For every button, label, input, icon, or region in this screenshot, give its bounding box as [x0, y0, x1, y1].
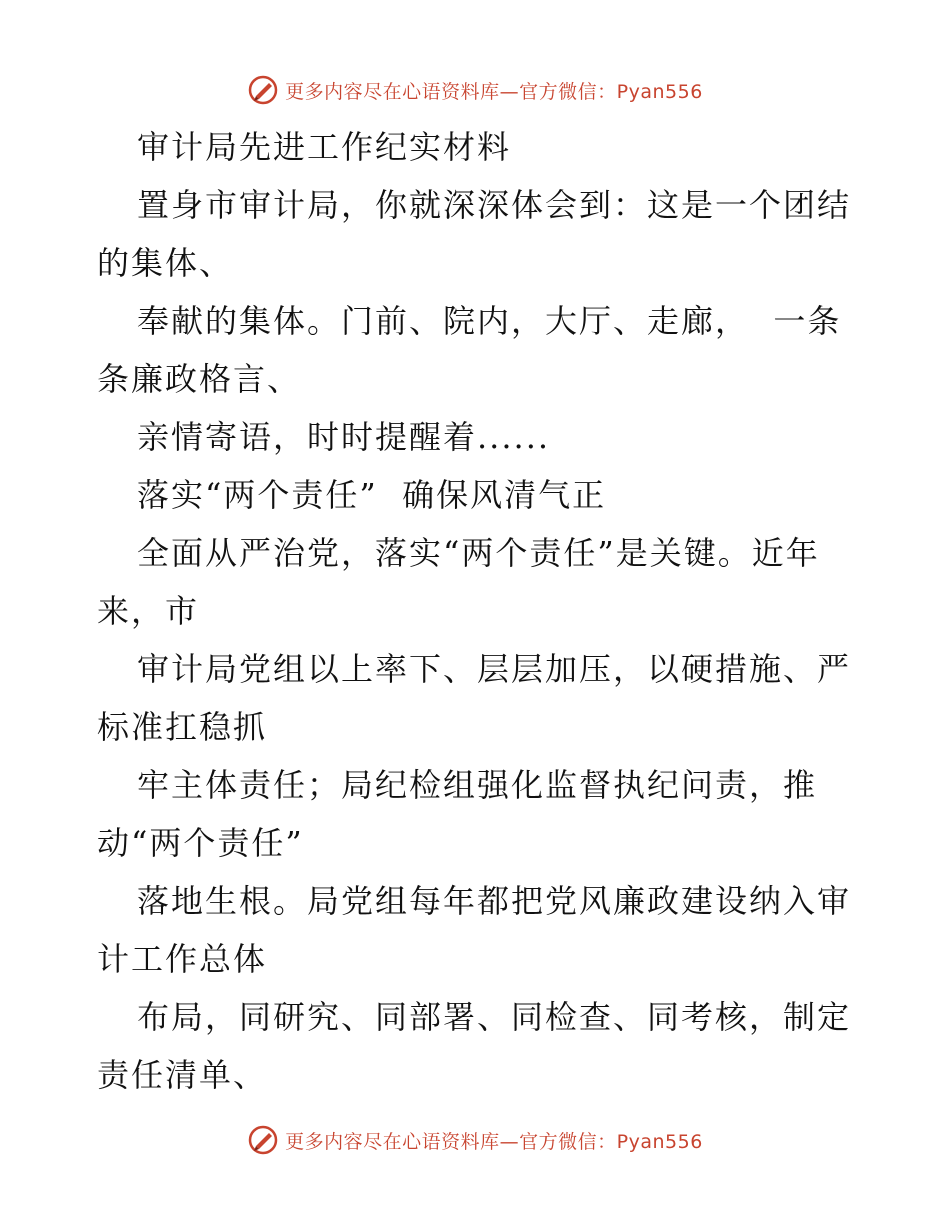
text-line: 责任清单、: [97, 1056, 268, 1094]
pen-logo-icon: [247, 1124, 279, 1156]
text-line: 审计局党组以上率下、层层加压，以硬措施、严: [137, 650, 852, 688]
watermark-text: 更多内容尽在心语资料库—官方微信：Pyan556: [285, 1130, 703, 1153]
text-line: 牢主体责任；局纪检组强化监督执纪问责，推: [137, 766, 818, 804]
bottom-watermark: [0, 1120, 950, 1160]
text-line: 动“两个责任”: [97, 824, 304, 862]
text-line: 置身市审计局，你就深深体会到：这是一个团结: [137, 186, 852, 224]
text-line: 审计局先进工作纪实材料: [137, 128, 512, 166]
top-watermark: [0, 70, 950, 110]
text-line: 的集体、: [97, 244, 234, 282]
pen-logo-icon: [247, 74, 279, 106]
text-line: 奉献的集体。门前、院内，大厅、走廊， 一条: [137, 302, 842, 340]
text-line: 落实“两个责任” 确保风清气正: [137, 476, 607, 514]
text-line: 全面从严治党，落实“两个责任”是关键。近年: [137, 534, 820, 572]
text-line: 标准扛稳抓: [97, 708, 268, 746]
text-line: 亲情寄语，时时提醒着......: [137, 418, 551, 456]
document-body: [97, 118, 857, 1104]
text-line: 条廉政格言、: [97, 360, 302, 398]
text-line: 来，市: [97, 592, 200, 630]
text-line: 布局，同研究、同部署、同检查、同考核，制定: [137, 998, 852, 1036]
text-line: 落地生根。局党组每年都把党风廉政建设纳入审: [137, 882, 852, 920]
text-line: 计工作总体: [97, 940, 268, 978]
watermark-text: 更多内容尽在心语资料库—官方微信：Pyan556: [285, 80, 703, 103]
